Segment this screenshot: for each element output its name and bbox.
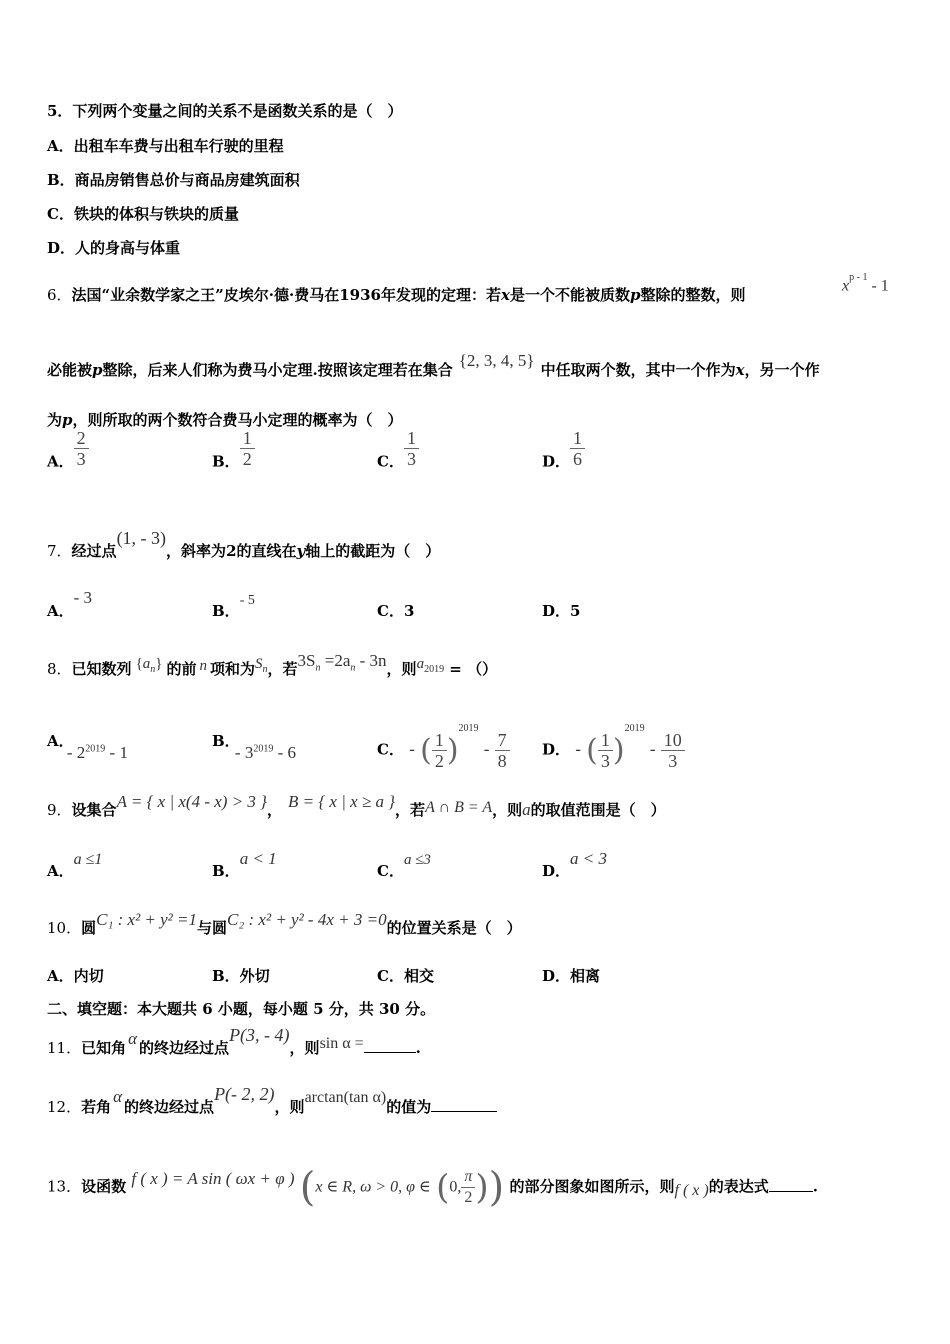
q10-option-d: D．相离 (542, 967, 601, 985)
q9-option-d: D．a < 3 (542, 849, 607, 880)
q8-option-b: B． - $3^{2019} - 6$ (212, 732, 297, 762)
section-heading-fill-in: 二、填空题：本大题共 6 小题，每小题 5 分，共 30 分。 (47, 1000, 436, 1018)
q5-option-b: B．商品房销售总价与商品房建筑面积 (47, 171, 300, 189)
q7-point: (1, - 3) (116, 528, 167, 548)
q9-set-a: A = { x | x(4 - x) > 3 } (116, 792, 267, 811)
q8-equation: $3S_n =2a_n - 3n$ (297, 651, 387, 674)
q8-sequence: $\{a_n\}$ (135, 656, 163, 675)
q9-set-b: B = { x | x ≥ a } (288, 792, 396, 811)
q9-stem: 9．设集合A = { x | x(4 - x) > 3 }， B = { x | x ≥ a }，若A ∩ B = A，则a的取值范围是（ ） (47, 792, 666, 819)
q5-option-c: C．铁块的体积与铁块的质量 (47, 205, 239, 223)
q6-option-b: B． $\frac{1}{2}$ (212, 442, 255, 483)
q6-option-a: A． $\frac{2}{3}$ (47, 442, 89, 483)
q9-option-a: A．a ≤1 (47, 851, 103, 880)
q6-line2: 必能被p整除，后来人们称为费马小定理.按照该定理若在集合 {2, 3, 4, 5} 中任取两个数，其中一个作为x，另一个作 (47, 351, 820, 379)
q13-stem: 13．设函数 f ( x ) = A sin ( ωx + φ ) (x ∈ R, ω > 0, φ ∈ (0, $\frac{\pi}{2}$ )) 的部分图象如图所示，则f ( x )的表达式 . (47, 1164, 818, 1211)
q10-circle-c2: C₂ : x² + y² - 4x + 3 =0 (227, 910, 387, 929)
q7-option-b: B．- 5 (212, 593, 255, 620)
q10-option-c: C．相交 (377, 967, 434, 985)
q6-line3: 为p，则所取的两个数符合费马小定理的概率为（ ） (47, 411, 403, 429)
q8-sum: $S_n$ (255, 656, 268, 675)
q8-option-d: D． - ( $\frac{1}{3}$ )$^{2019}$ - $\frac{10}{3}$ (542, 730, 685, 771)
q12-answer-blank[interactable] (431, 1111, 497, 1112)
q7-option-d: D．5 (542, 602, 581, 620)
q8-a2019: $a_{2019}$ (416, 656, 445, 675)
q6-fermat-expression: $x^{p - 1} - 1$ (842, 272, 889, 295)
q6-option-d: D． $\frac{1}{6}$ (542, 442, 585, 483)
q9-option-b: B．a < 1 (212, 849, 277, 880)
q10-option-a: A．内切 (47, 967, 104, 985)
q12-stem: 12．若角α的终边经过点P(- 2, 2)，则arctan(tan α)的值为 (47, 1096, 497, 1118)
q6-line1: 6．法国“业余数学家之王”皮埃尔·德·费马在1936年发现的定理：若x是一个不能被质数p整除的整数，则 (47, 286, 746, 304)
q8-stem: 8．已知数列 $\{a_n\}$ 的前 n 项和为$S_n$，若$3S_n =2a_n - 3n$，则$a_{2019}$ = （） (47, 651, 498, 678)
q11-stem: 11．已知角 α 的终边经过点P(3, - 4)，则sin α = . (47, 1025, 421, 1057)
q7-stem: 7．经过点(1, - 3)，斜率为2的直线在y轴上的截距为（ ） (47, 528, 441, 560)
q8-option-a: A． - $2^{2019} - 1$ (47, 732, 128, 762)
q9-option-c: C．a ≤3 (377, 852, 431, 880)
q11-answer-blank[interactable] (364, 1052, 416, 1053)
q7-option-a: A．- 3 (47, 588, 93, 620)
q13-answer-blank[interactable] (769, 1191, 813, 1192)
q8-option-c: C． - ( $\frac{1}{2}$ )$^{2019}$ - $\frac{7}{8}$ (377, 730, 510, 771)
q5-option-a: A．出租车车费与出租车行驶的里程 (47, 137, 284, 155)
q6-option-c: C． $\frac{1}{3}$ (377, 442, 419, 483)
q10-circle-c1: C₁ : x² + y² =1 (96, 910, 197, 929)
q5-stem: 5．下列两个变量之间的关系不是函数关系的是（ ） (47, 102, 403, 120)
q6-set: {2, 3, 4, 5} (458, 351, 535, 370)
q10-option-b: B．外切 (212, 967, 270, 985)
q5-option-d: D．人的身高与体重 (47, 239, 181, 257)
q7-option-c: C．3 (377, 602, 415, 620)
q10-stem: 10．圆C₁ : x² + y² =1与圆C₂ : x² + y² - 4x + 3 =0的位置关系是（ ） (47, 910, 522, 937)
